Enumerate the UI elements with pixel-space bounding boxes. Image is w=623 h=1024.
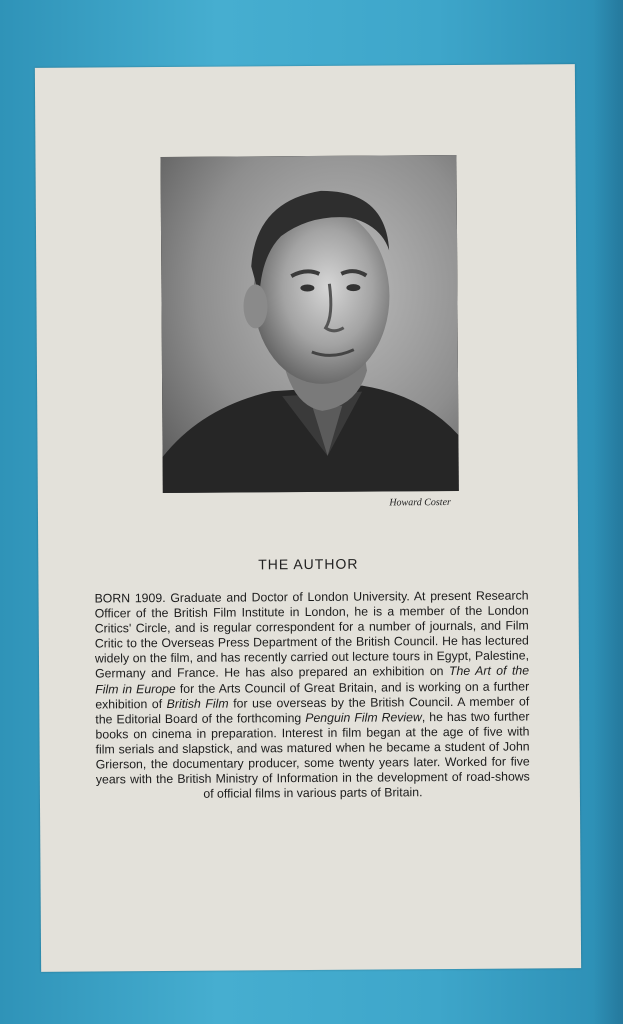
photo-credit: Howard Coster <box>389 497 451 509</box>
section-heading: THE AUTHOR <box>258 555 359 573</box>
publication-title-penguin-film-review: Penguin Film Review <box>305 709 422 725</box>
author-biography <box>95 588 530 802</box>
author-portrait-icon <box>160 155 458 493</box>
bio-text-part-1: BORN 1909. Graduate and Doctor of London University. At present Research Officer of the British Film Institute in London, he is a member of the London Critics' Circle, and is regular correspondent for a number of journals, and Film Critic to the Overseas Press Department of the British Council. He has lectured widely on the film, and has recently carried out lecture tours in Egypt, Palestine, Germany and France. He has also prepared an exhibition on <box>94 588 530 681</box>
back-cover-panel <box>35 64 581 972</box>
bio-text-part-3: for use overseas by the British Council. A member of the Editorial Board of the forthcoming <box>95 694 530 727</box>
exhibition-title-british-film: British Film <box>166 696 229 711</box>
bio-text-part-4: , he has two further books on cinema in preparation. Interest in film began at the age of five with film serials and slapstick, and was matured when he became a student of John Grierson, the documentary producer, some twenty years later. Worked for five years with the British Ministry of Information in the development of road-shows of official films in various parts of Britain. <box>95 709 530 801</box>
bio-text-part-2: for the Arts Council of Great Britain, and is working on a further exhibition of <box>95 679 530 712</box>
author-photo <box>160 155 458 493</box>
cover-edge-shadow <box>593 0 623 1024</box>
show-through-handwriting <box>29 97 122 498</box>
exhibition-title-art-of-film: The Art of the Film in Europe <box>95 663 530 697</box>
bio-paragraph <box>95 588 530 802</box>
